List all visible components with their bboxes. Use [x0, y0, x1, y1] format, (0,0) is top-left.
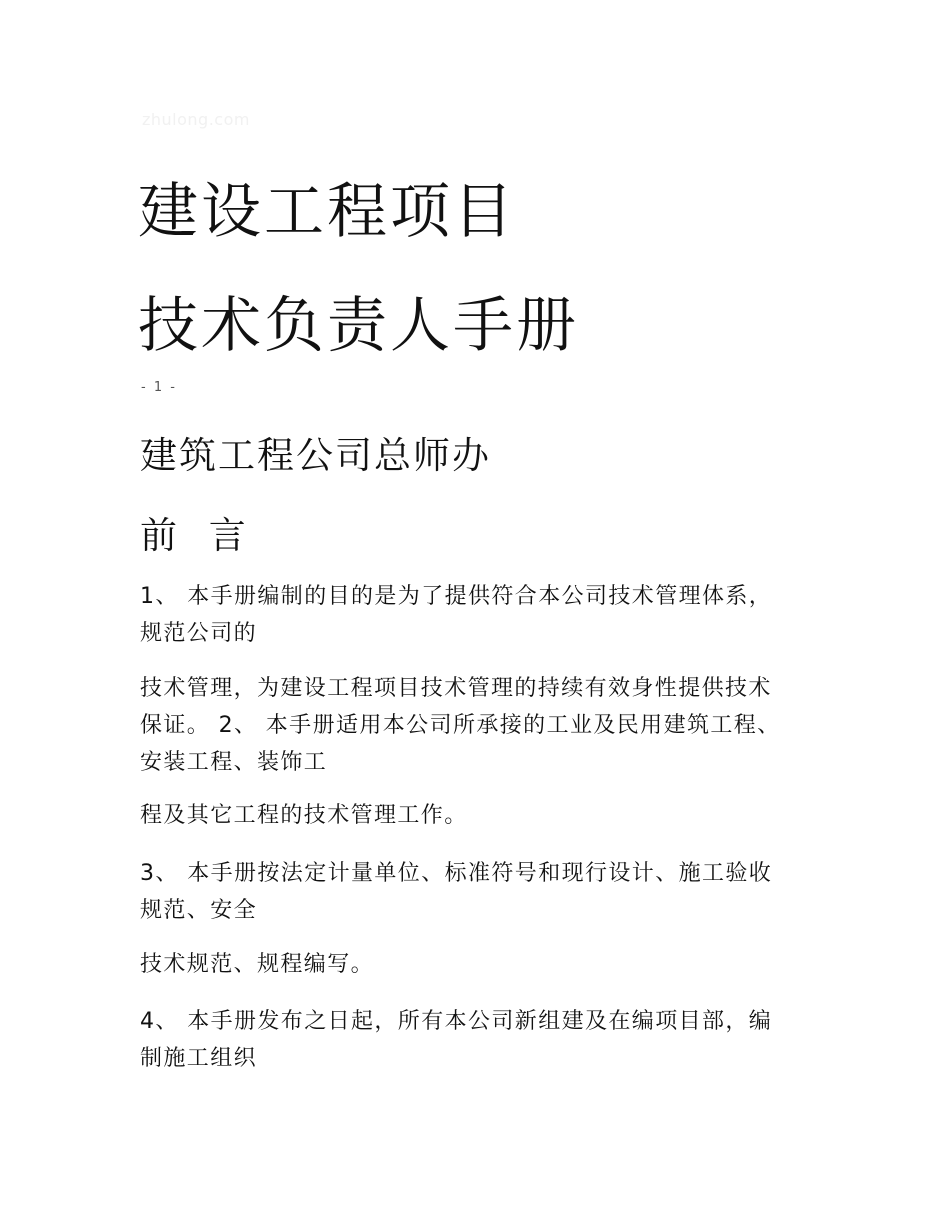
paragraph-4 [140, 855, 820, 929]
issuing-department: 建筑工程公司总师办 [140, 434, 491, 477]
paragraph-line: 保证。 2、 本手册适用本公司所承接的工业及民用建筑工程、 [140, 713, 781, 738]
paragraph-line: 安装工程、装饰工 [140, 750, 328, 775]
paragraph-line: 规范公司的 [140, 621, 258, 646]
paragraph-line: 程及其它工程的技术管理工作。 [140, 803, 468, 828]
paragraph-line: 制施工组织 [140, 1046, 258, 1071]
paragraph-line: 3、 本手册按法定计量单位、标准符号和现行设计、施工验收 [140, 861, 773, 886]
paragraph-line: 技术管理，为建设工程项目技术管理的持续有效身性提供技术 [140, 676, 772, 701]
paragraph-line: 技术规范、规程编写。 [140, 952, 375, 977]
paragraph-line: 1、 本手册编制的目的是为了提供符合本公司技术管理体系， [140, 584, 773, 609]
document-title-line-1: 建设工程项目 [138, 177, 516, 247]
paragraph-3 [140, 797, 820, 834]
paragraph-6 [140, 1003, 820, 1077]
paragraph-2 [140, 670, 820, 781]
watermark: zhulong.com [142, 110, 250, 129]
paragraph-5 [140, 946, 820, 983]
paragraph-1 [140, 578, 820, 652]
paragraph-line: 规范、安全 [140, 898, 258, 923]
page-number: - 1 - [141, 380, 177, 395]
section-heading-preface: 前 言 [140, 514, 256, 557]
paragraph-line: 4、 本手册发布之日起，所有本公司新组建及在编项目部，编 [140, 1009, 773, 1034]
document-title-line-2: 技术负责人手册 [138, 291, 579, 361]
